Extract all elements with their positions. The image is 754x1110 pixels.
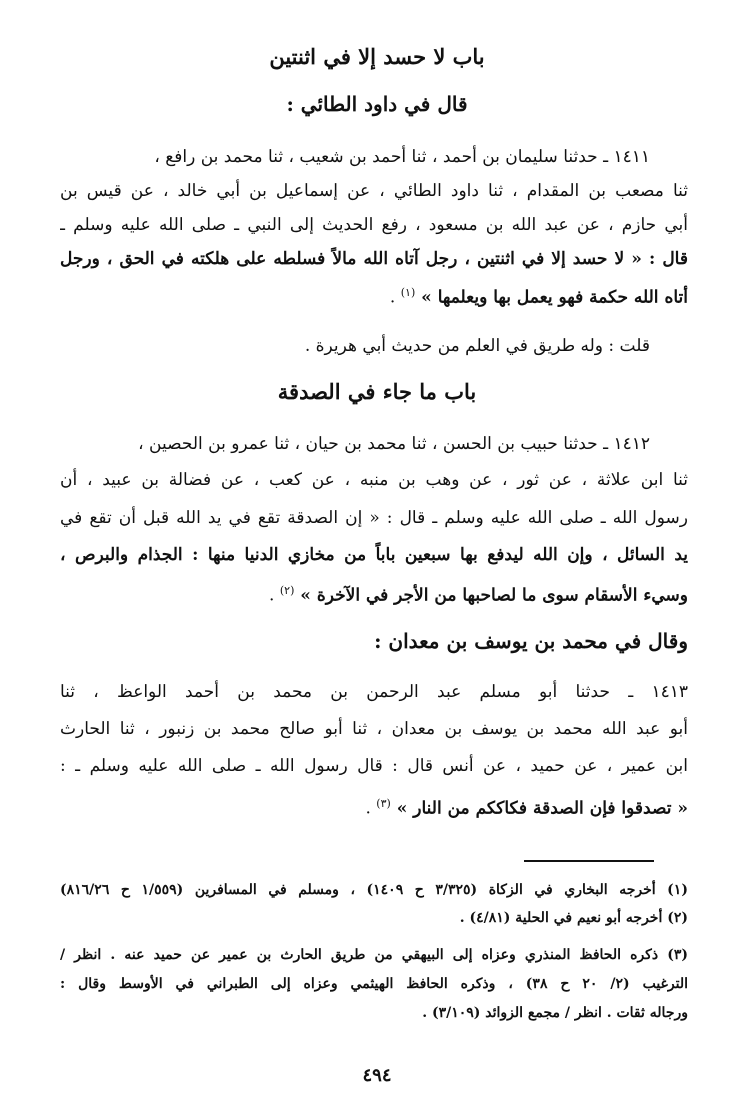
hadith-1413-matn: « تصدقوا فإن الصدقة فكاككم من النار » (396, 798, 688, 819)
footnote-ref-1: (١) (400, 286, 416, 299)
footnote-1: (١) أخرجه البخاري في الزكاة (٣/٣٢٥ ح ١٤٠٩) ، ومسلم في المسافرين (١/٥٥٩ ح ٨١٦/٢٦) (60, 882, 688, 898)
hadith-1413-line-3: ابن عمير ، عن حميد ، عن أنس قال : قال رسول الله ـ صلى الله عليه وسلم ـ : (60, 756, 688, 776)
hadith-1411-matn-end: أتاه الله حكمة فهو يعمل بها ويعلمها » (421, 287, 688, 308)
hadith-1411-line-2: ثنا مصعب بن المقدام ، ثنا داود الطائي ، عن إسماعيل بن أبي خالد ، عن قيس بن (60, 181, 688, 201)
chapter-title-charity: باب ما جاء في الصدقة (277, 379, 477, 404)
hadith-1413-line-4 (60, 788, 688, 825)
footnote-3-line-3: ورجاله ثقات . انظر / مجمع الزوائد (٣/١٠٩) . (422, 1005, 688, 1021)
footnote-ref-3: (٣) (376, 797, 391, 810)
footnote-2: (٢) أخرجه أبو نعيم في الحلية (٤/٨١) . (459, 910, 688, 926)
hadith-1411-line-4: قال : « لا حسد إلا في اثنتين ، رجل آتاه الله مالاً فسلطه على هلكته في الحق ، ورجل (60, 249, 688, 269)
hadith-1412-line-2: ثنا ابن علاثة ، عن ثور ، عن وهب بن منبه ، عن كعب ، عن فضالة بن عبيد ، أن (60, 470, 688, 490)
narrator-heading-dawud: قال في داود الطائي : (286, 92, 468, 116)
page-number: ٤٩٤ (362, 1065, 392, 1086)
hadith-1411-period: . (389, 287, 401, 308)
hadith-1412-line-3: رسول الله ـ صلى الله عليه وسلم ـ قال : « إن الصدقة تقع في يد الله قبل أن تقع في (60, 508, 688, 528)
hadith-1412-line-1: ١٤١٢ ـ حدثنا حبيب بن الحسن ، ثنا محمد بن حيان ، ثنا عمرو بن الحصين ، (138, 434, 650, 454)
footnote-3-line-1: (٣) ذكره الحافظ المنذري وعزاه إلى البيهقي من طريق الحارث بن عمير عن حميد عنه . انظر / (60, 947, 688, 963)
hadith-1411-line-1: ١٤١١ ـ حدثنا سليمان بن أحمد ، ثنا أحمد بن شعيب ، ثنا محمد بن رافع ، (154, 147, 650, 167)
hadith-1413-period: . (365, 798, 377, 819)
author-note: قلت : وله طريق في العلم من حديث أبي هريرة . (304, 336, 650, 356)
hadith-1412-matn-end: وسيء الأسقام سوى ما لصاحبها من الأجر في الآخرة » (300, 585, 688, 606)
hadith-1412-period: . (269, 585, 280, 606)
narrator-heading-ibn-madan: وقال في محمد بن يوسف بن معدان : (374, 629, 688, 653)
chapter-title-envy: باب لا حسد إلا في اثنتين (269, 44, 485, 69)
hadith-1413-line-1: ١٤١٣ ـ حدثنا أبو مسلم عبد الرحمن بن محمد بن أحمد الواعظ ، ثنا (60, 682, 688, 702)
hadith-1411-line-5 (60, 277, 688, 314)
hadith-1413-line-2: أبو عبد الله محمد بن يوسف بن معدان ، ثنا أبو صالح محمد بن زنبور ، ثنا الحارث (60, 719, 688, 739)
footnote-ref-2: (٢) (279, 584, 295, 597)
hadith-1411-line-3: أبي حازم ، عن عبد الله بن مسعود ، رفع الحديث إلى النبي ـ صلى الله عليه وسلم ـ (60, 215, 688, 235)
hadith-1412-line-5 (60, 575, 688, 612)
hadith-1412-line-4: يد السائل ، وإن الله ليدفع بها سبعين باباً من مخازي الدنيا منها : الجذام والبرص ، (60, 545, 688, 565)
footnote-3-line-2: الترغيب (٢/ ٢٠ ح ٣٨) ، وذكره الحافظ الهيثمي وعزاه إلى الطبراني في الأوسط وقال : (60, 976, 688, 992)
footnote-separator (524, 860, 654, 862)
